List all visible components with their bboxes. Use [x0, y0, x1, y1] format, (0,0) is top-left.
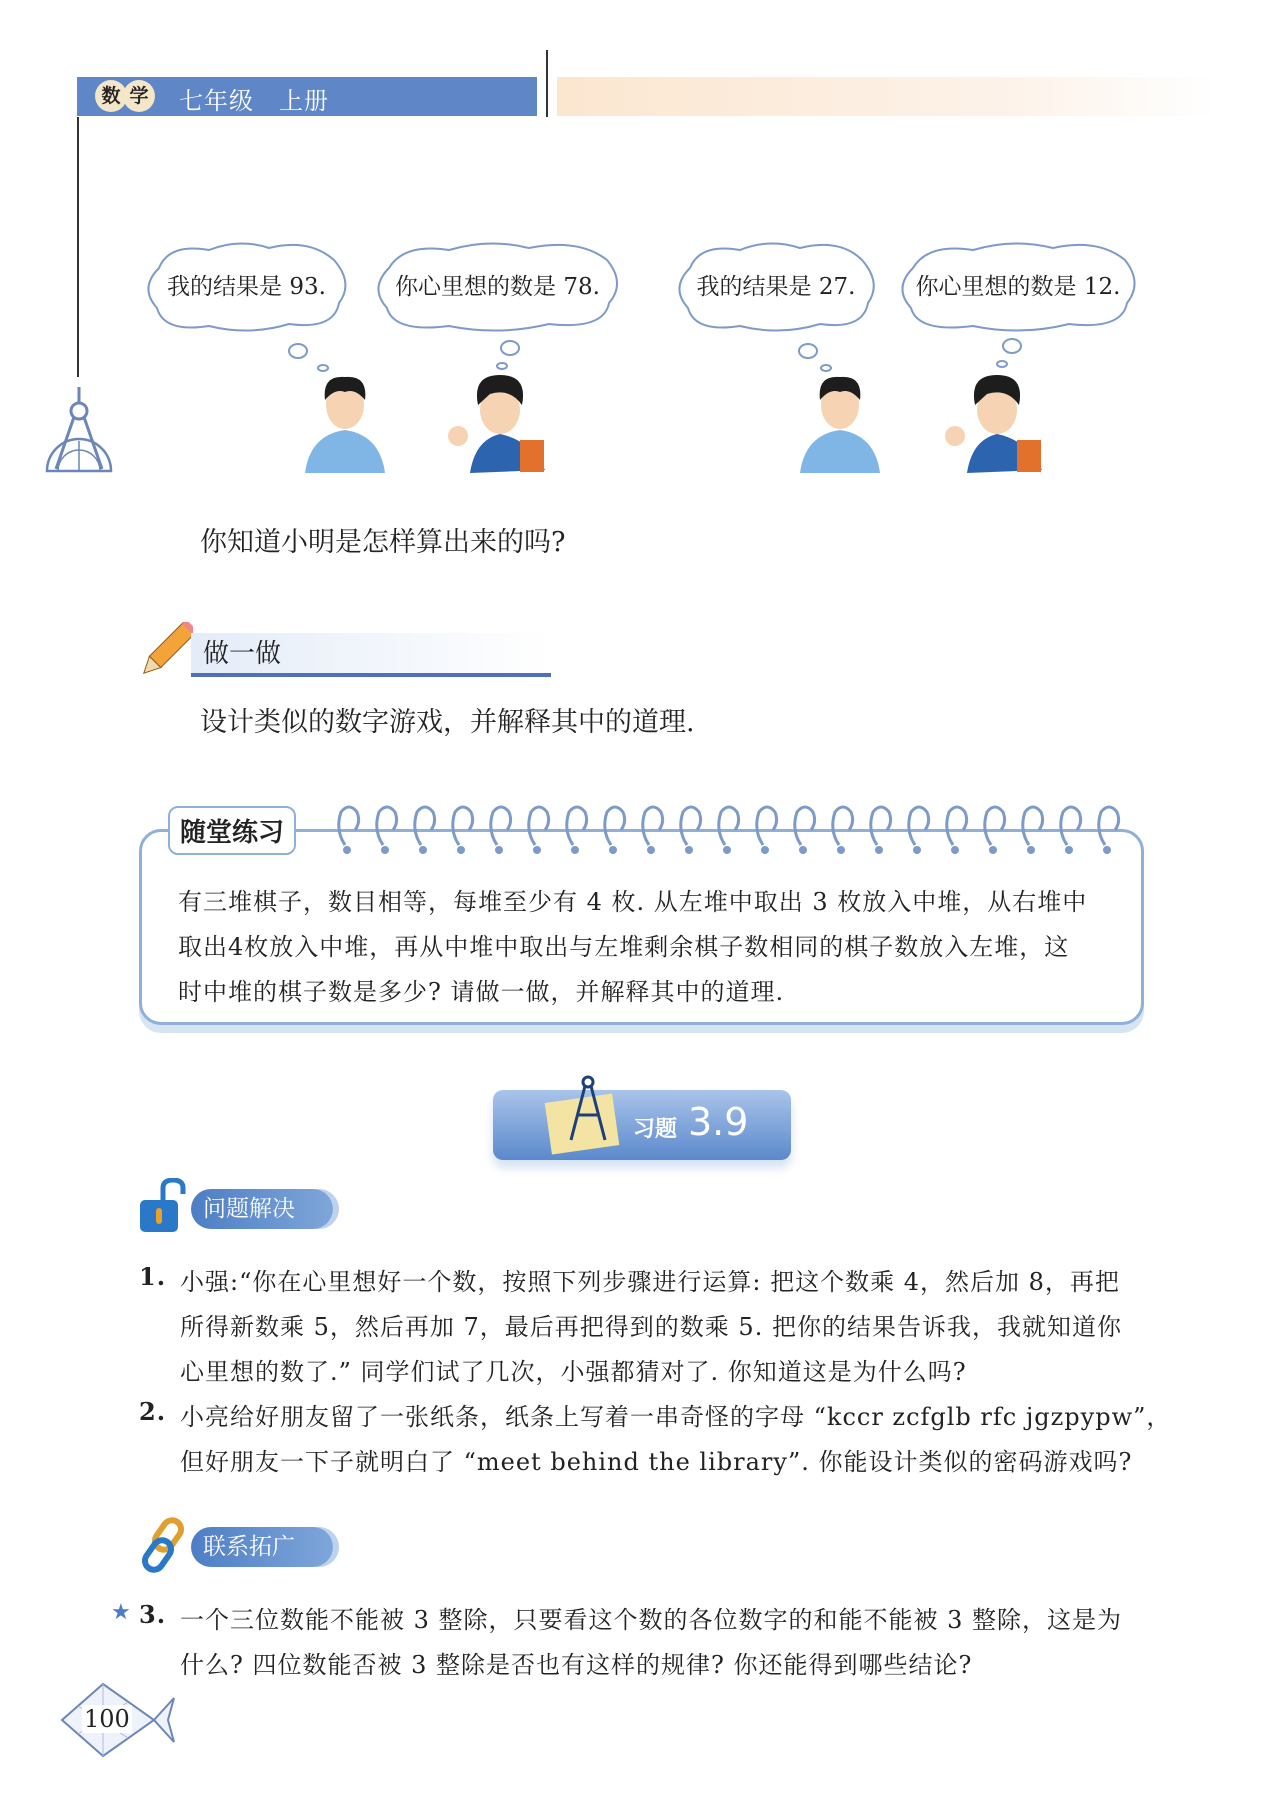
- badge-char: 数: [95, 80, 127, 112]
- boy-xiaoming-figure: [305, 377, 385, 473]
- pencil-icon: [137, 622, 193, 682]
- item-line: 小强:“你在心里想好一个数，按照下列步骤进行运算: 把这个数乘 4，然后加 8，再把: [180, 1268, 1120, 1296]
- spiral-ring: [681, 807, 701, 845]
- practice-line: 时中堆的棋子数是多少? 请做一做，并解释其中的道理.: [178, 978, 785, 1006]
- ring-hole: [799, 846, 807, 854]
- exercise-banner: [493, 1090, 791, 1160]
- item-number: 1.: [139, 1262, 167, 1291]
- cloud-text: 你心里想的数是 12.: [915, 274, 1121, 300]
- ring-hole: [761, 846, 769, 854]
- ring-hole: [419, 846, 427, 854]
- item-line: 但好朋友一下子就明白了 “meet behind the library”. 你能设计类似的密码游戏吗?: [180, 1448, 1133, 1476]
- spiral-ring: [719, 807, 739, 845]
- item-line: 一个三位数能不能被 3 整除，只要看这个数的各位数字的和能不能被 3 整除，这是为: [180, 1606, 1123, 1634]
- ring-hole: [723, 846, 731, 854]
- spiral-ring: [1099, 807, 1119, 845]
- section-problem-solving: 问题解决: [191, 1189, 333, 1229]
- characters-illustration: [0, 330, 1280, 480]
- cloud-text: 你心里想的数是 78.: [395, 274, 600, 300]
- ring-hole: [533, 846, 541, 854]
- spiral-ring: [1061, 807, 1081, 845]
- thought-cloud: [670, 238, 882, 334]
- practice-label: 随堂练习: [168, 806, 296, 855]
- header-divider: [546, 50, 548, 117]
- ring-hole: [989, 846, 997, 854]
- ring-hole: [1027, 846, 1035, 854]
- item-line: 小亮给好朋友留了一张纸条，纸条上写着一串奇怪的字母 “kccr zcfglb rfc jgzpypw”，: [180, 1403, 1172, 1431]
- exercise-label: 习题: [633, 1117, 678, 1142]
- star-icon: ★: [111, 1600, 131, 1625]
- spiral-ring: [605, 807, 625, 845]
- boy-xiaoqiang-figure: [945, 375, 1042, 473]
- ring-hole: [875, 846, 883, 854]
- ring-hole: [913, 846, 921, 854]
- spiral-ring: [833, 807, 853, 845]
- ring-hole: [1065, 846, 1073, 854]
- spiral-ring: [339, 807, 359, 845]
- spiral-rings: [330, 800, 1130, 860]
- practice-line: 有三堆棋子，数目相等，每堆至少有 4 枚. 从左堆中取出 3 枚放入中堆，从右堆中: [178, 888, 1088, 916]
- spiral-ring: [567, 807, 587, 845]
- ring-hole: [381, 846, 389, 854]
- chain-link-icon: [137, 1515, 193, 1575]
- item-number: 3.: [139, 1600, 167, 1629]
- cloud-text: 我的结果是 93.: [167, 274, 326, 300]
- practice-line: 取出4枚放入中堆，再从中堆中取出与左堆剩余棋子数相同的棋子数放入左堆，这: [178, 933, 1070, 961]
- ring-hole: [571, 846, 579, 854]
- spiral-ring: [947, 807, 967, 845]
- ring-hole: [343, 846, 351, 854]
- subject-badge: [95, 80, 159, 113]
- question-text: 你知道小明是怎样算出来的吗?: [200, 527, 566, 558]
- spiral-ring: [871, 807, 891, 845]
- header-bar: [77, 77, 537, 116]
- do-it-text: 设计类似的数字游戏，并解释其中的道理.: [200, 707, 695, 738]
- ring-hole: [837, 846, 845, 854]
- thought-cloud: [369, 238, 626, 334]
- ring-hole: [1103, 846, 1111, 854]
- item-number: 2.: [139, 1397, 167, 1426]
- spiral-ring: [1023, 807, 1043, 845]
- item-line: 什么? 四位数能否被 3 整除是否也有这样的规律? 你还能得到哪些结论?: [180, 1651, 973, 1679]
- spiral-ring: [795, 807, 815, 845]
- spiral-ring: [453, 807, 473, 845]
- ring-hole: [457, 846, 465, 854]
- item-line: 心里想的数了.” 同学们试了几次，小强都猜对了. 你知道这是为什么吗?: [180, 1358, 967, 1386]
- ring-hole: [647, 846, 655, 854]
- spiral-ring: [415, 807, 435, 845]
- boy-xiaoming-figure: [800, 377, 880, 473]
- spiral-ring: [377, 807, 397, 845]
- boy-xiaoqiang-figure: [448, 375, 545, 473]
- thought-cloud: [893, 238, 1143, 334]
- do-it-heading: 做一做: [203, 639, 282, 669]
- badge-char: 学: [123, 80, 155, 112]
- ring-hole: [609, 846, 617, 854]
- spiral-ring: [757, 807, 777, 845]
- unlock-icon: [137, 1178, 189, 1234]
- header-gradient-band: [557, 77, 1218, 116]
- spiral-ring: [643, 807, 663, 845]
- ring-hole: [495, 846, 503, 854]
- spiral-ring: [909, 807, 929, 845]
- section-extension: 联系拓广: [191, 1527, 333, 1567]
- thought-cloud: [139, 238, 354, 334]
- compass-icon: [563, 1070, 613, 1150]
- book-title: 七年级 上册: [179, 87, 329, 115]
- exercise-number: 3.9: [688, 1100, 749, 1144]
- spiral-ring: [985, 807, 1005, 845]
- cloud-text: 我的结果是 27.: [696, 274, 856, 300]
- spiral-ring: [529, 807, 549, 845]
- page-number: 100: [84, 1705, 130, 1733]
- spiral-ring: [491, 807, 511, 845]
- ring-hole: [951, 846, 959, 854]
- item-line: 所得新数乘 5，然后再加 7，最后再把得到的数乘 5. 把你的结果告诉我，我就知道你: [180, 1313, 1122, 1341]
- ring-hole: [685, 846, 693, 854]
